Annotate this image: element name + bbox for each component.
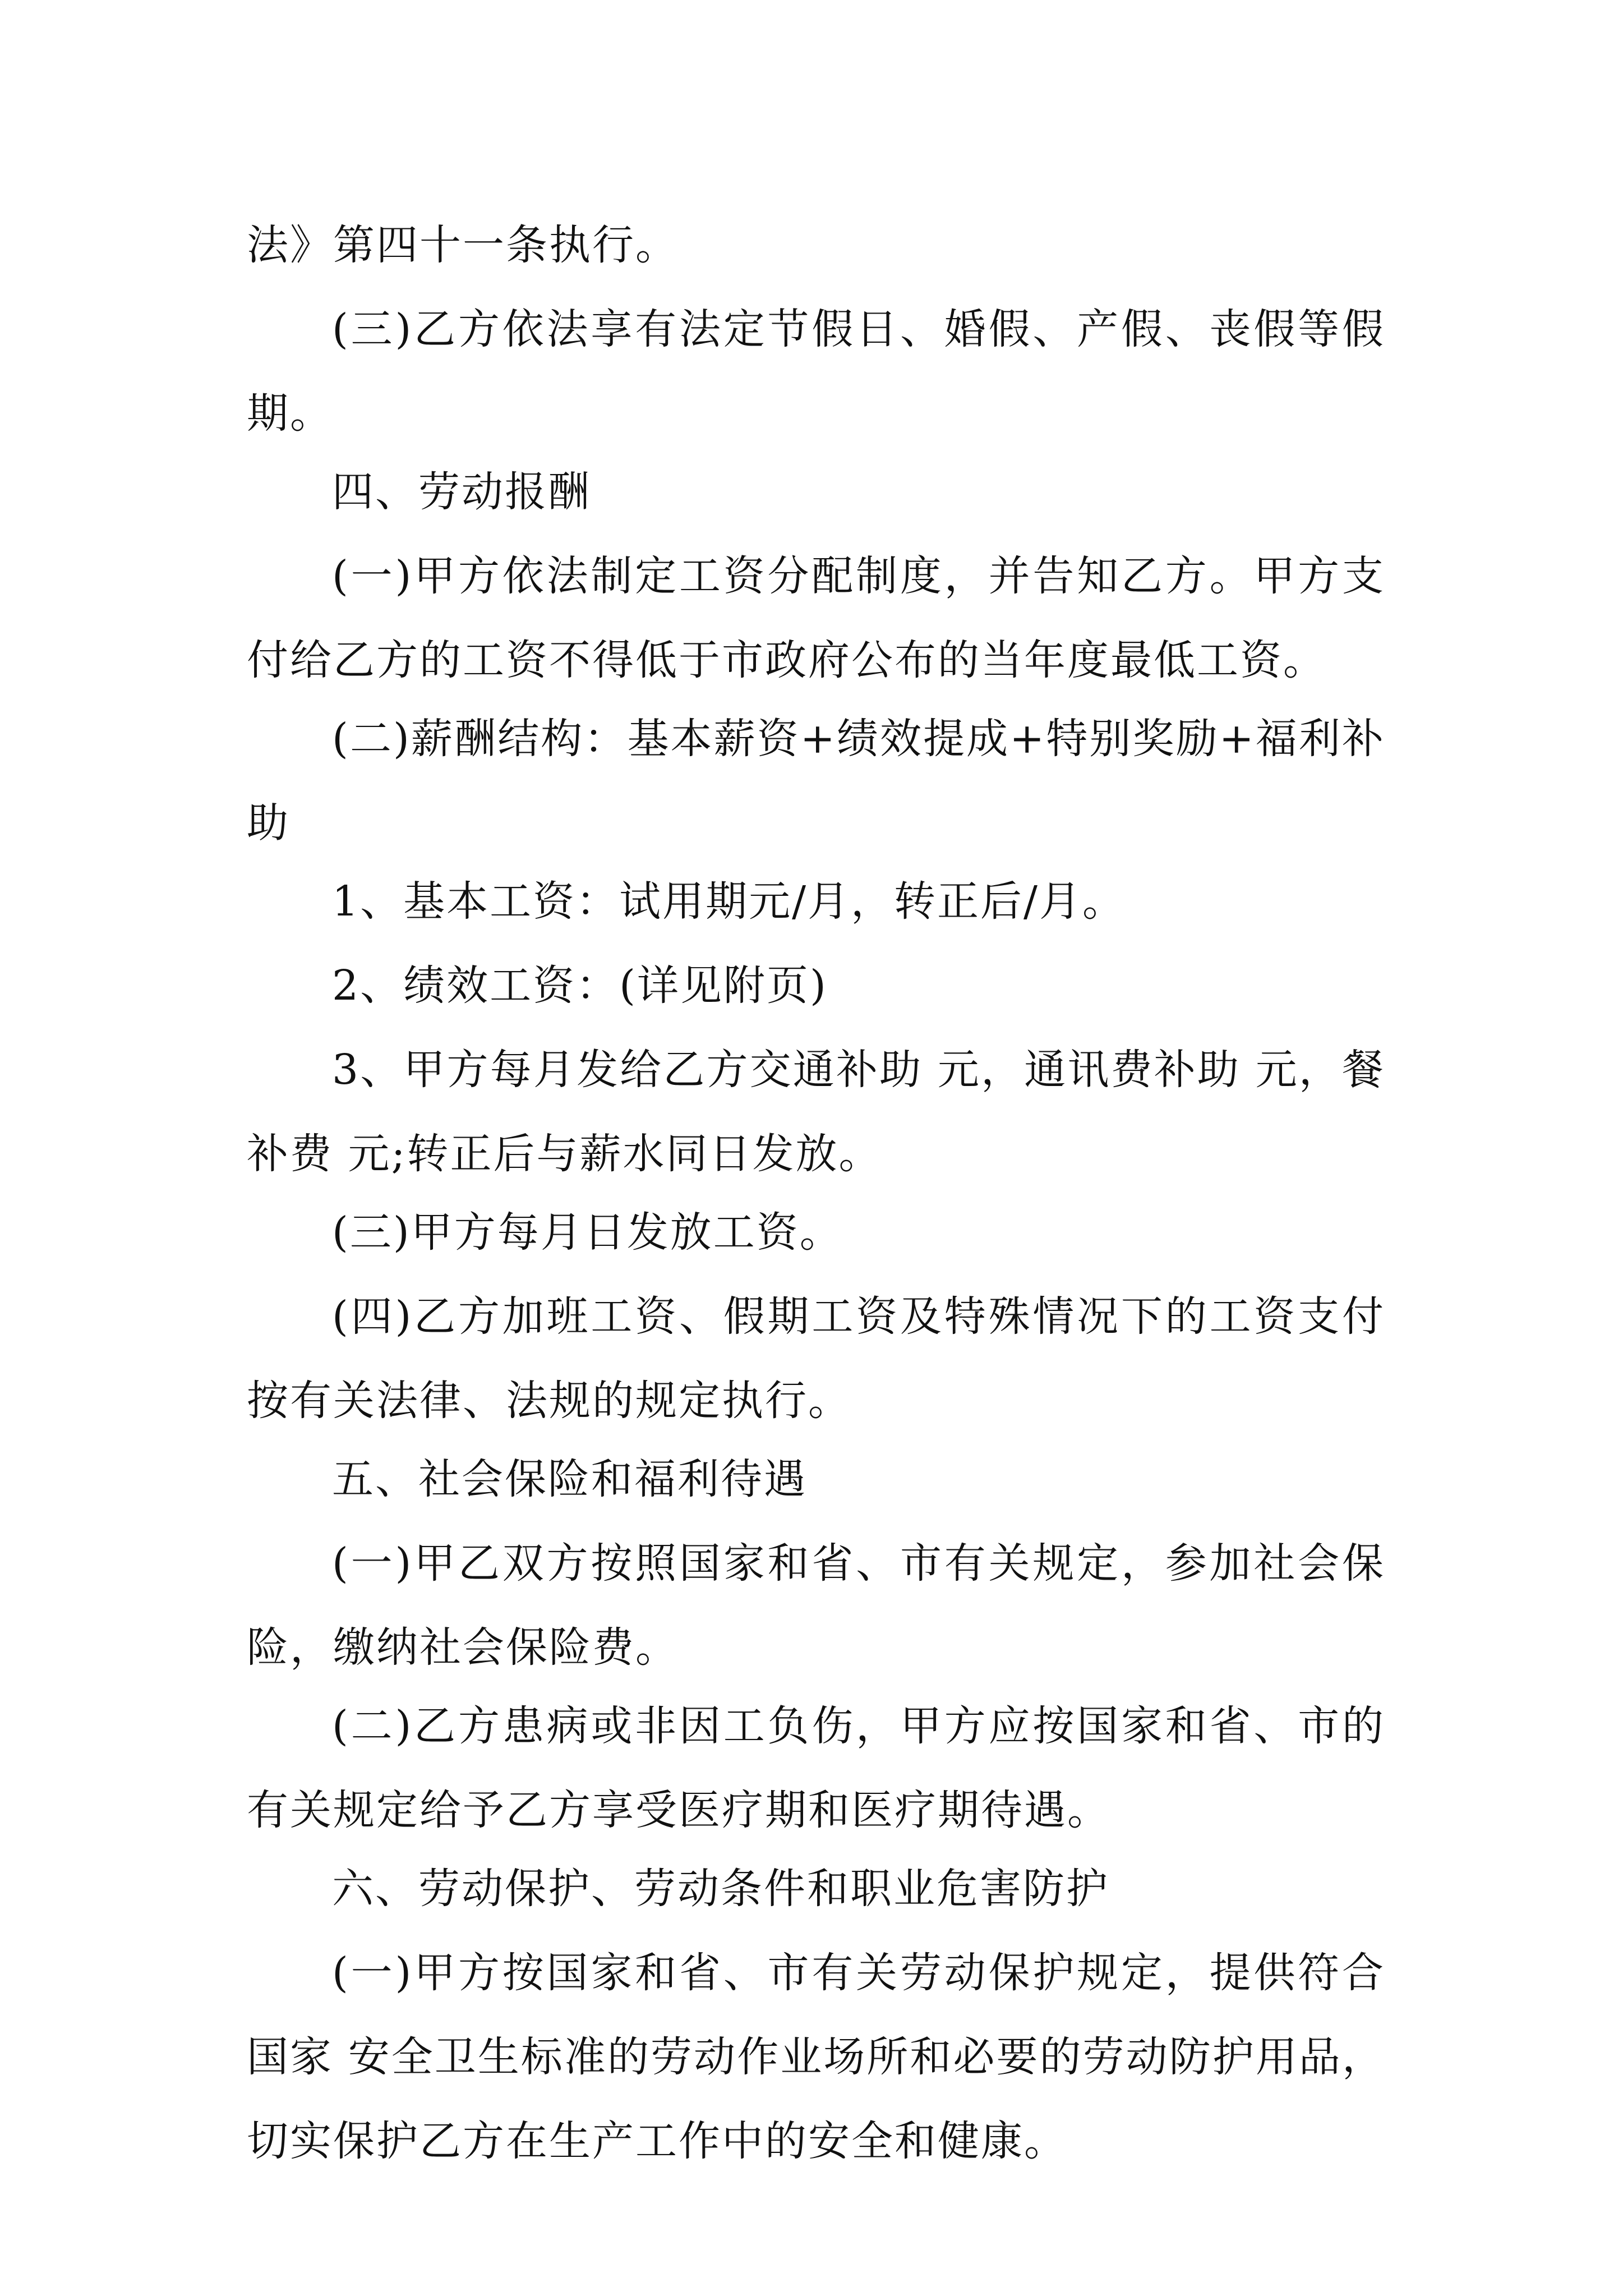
paragraph-wage-system: (一)甲方依法制定工资分配制度，并告知乙方。甲方支付给乙方的工资不得低于市政府公布的当年度最低工资。 xyxy=(247,552,1385,684)
paragraph-salary-structure: (二)薪酬结构：基本薪资+绩效提成+特别奖励+福利补助 xyxy=(247,715,1385,847)
paragraph-overtime-pay: (四)乙方加班工资、假期工资及特殊情况下的工资支付按有关法律、法规的规定执行。 xyxy=(247,1292,1385,1425)
paragraph-medical-period: (二)乙方患病或非因工负伤，甲方应按国家和省、市的有关规定给予乙方享受医疗期和医疗期待遇。 xyxy=(247,1702,1385,1834)
section-heading-social-insurance: 五、社会保险和福利待遇 xyxy=(332,1455,807,1503)
section-heading-remuneration: 四、劳动报酬 xyxy=(332,468,591,516)
paragraph-social-insurance: (一)甲乙双方按照国家和省、市有关规定，参加社会保险，缴纳社会保险费。 xyxy=(247,1539,1385,1672)
paragraph-labor-protection: (一)甲方按国家和省、市有关劳动保护规定，提供符合国家 安全卫生标准的劳动作业场所和必要的劳动防护用品，切实保护乙方在生产工作中的安全和健康。 xyxy=(247,1949,1385,2165)
paragraph-pay-day: (三)甲方每月日发放工资。 xyxy=(332,1208,843,1257)
paragraph-holidays: (三)乙方依法享有法定节假日、婚假、产假、丧假等假期。 xyxy=(247,305,1385,438)
section-heading-labor-protection: 六、劳动保护、劳动条件和职业危害防护 xyxy=(332,1865,1109,1913)
paragraph-continuation: 法》第四十一条执行。 xyxy=(247,221,679,269)
list-item-allowances: 3、甲方每月发给乙方交通补助 元，通讯费补助 元，餐补费 元;转正后与薪水同日发放。 xyxy=(247,1046,1385,1178)
list-item-performance-salary: 2、绩效工资：(详见附页) xyxy=(332,961,828,1010)
list-item-basic-salary: 1、基本工资：试用期元/月，转正后/月。 xyxy=(332,877,1126,926)
